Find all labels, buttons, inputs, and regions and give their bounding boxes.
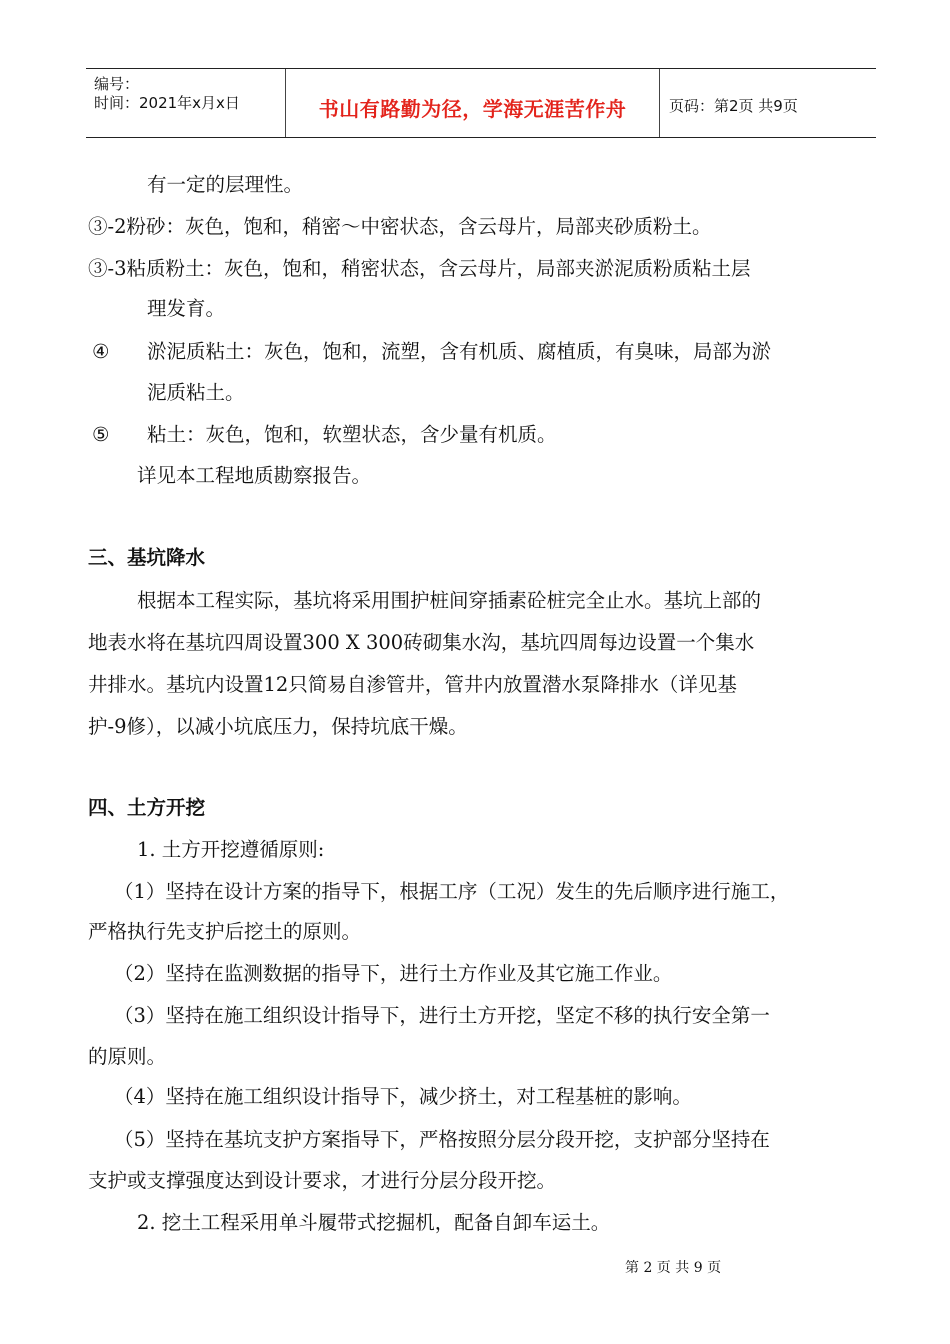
section-title-excavation: 四、土方开挖 — [88, 796, 206, 819]
excavation-item-3-line1: （3）坚持在施工组织设计指导下，进行土方开挖，坚定不移的执行安全第一 — [114, 1004, 770, 1027]
dewatering-paragraph-line4: 护-9修），以减小坑底压力，保持坑底干燥。 — [88, 715, 468, 738]
dewatering-paragraph-line3: 井排水。基坑内设置12只简易自渗管井，管井内放置潜水泵降排水（详见基 — [88, 673, 737, 696]
soil-layer-3-2: ③-2粉砂：灰色，饱和，稍密～中密状态，含云母片，局部夹砂质粉土。 — [88, 215, 712, 238]
soil-layer-4-line2: 泥质粘土。 — [147, 381, 245, 404]
page-header — [86, 68, 876, 138]
excavation-item-1-line2: 严格执行先支护后挖土的原则。 — [88, 920, 362, 943]
header-page-cell — [660, 69, 876, 137]
excavation-principles-heading: 1. 土方开挖遵循原则: — [137, 838, 325, 861]
excavation-equipment: 2. 挖土工程采用单斗履带式挖掘机，配备自卸车运土。 — [137, 1211, 611, 1234]
soil-layer-4-number: ④ — [92, 340, 110, 363]
excavation-item-2: （2）坚持在监测数据的指导下，进行土方作业及其它施工作业。 — [114, 962, 673, 985]
header-page-info: 页码：第2页 共9页 — [669, 97, 798, 115]
excavation-item-4: （4）坚持在施工组织设计指导下，减少挤土，对工程基桩的影响。 — [114, 1085, 692, 1108]
dewatering-paragraph-line2: 地表水将在基坑四周设置300 X 300砖砌集水沟，基坑四周每边设置一个集水 — [88, 631, 755, 654]
soil-layer-4-line1: 淤泥质粘土：灰色，饱和，流塑，含有机质、腐植质，有臭味，局部为淤 — [147, 340, 772, 363]
soil-layer-5-number: ⑤ — [92, 423, 110, 446]
soil-layer-3-3-line1: ③-3粘质粉土：灰色，饱和，稍密状态，含云母片，局部夹淤泥质粉质粘土层 — [88, 257, 751, 280]
excavation-item-5-line1: （5）坚持在基坑支护方案指导下，严格按照分层分段开挖，支护部分坚持在 — [114, 1128, 770, 1151]
header-motto-cell — [286, 69, 660, 137]
excavation-item-5-line2: 支护或支撑强度达到设计要求，才进行分层分段开挖。 — [88, 1169, 557, 1192]
soil-layer-3-3-line2: 理发育。 — [147, 297, 226, 320]
report-reference: 详见本工程地质勘察报告。 — [137, 464, 372, 487]
soil-layer-5: 粘土：灰色，饱和，软塑状态，含少量有机质。 — [147, 423, 557, 446]
section-title-dewatering: 三、基坑降水 — [88, 546, 206, 569]
dewatering-paragraph-line1: 根据本工程实际，基坑将采用围护桩间穿插素砼桩完全止水。基坑上部的 — [137, 589, 762, 612]
excavation-item-3-line2: 的原则。 — [88, 1045, 167, 1068]
soil-layer-continuation: 有一定的层理性。 — [147, 173, 304, 196]
header-meta — [86, 69, 286, 137]
excavation-item-1-line1: （1）坚持在设计方案的指导下，根据工序（工况）发生的先后顺序进行施工， — [114, 880, 790, 903]
document-number-label: 编号： — [94, 75, 140, 93]
page-footer: 第 2 页 共 9 页 — [625, 1260, 722, 1276]
header-motto: 书山有路勤为径，学海无涯苦作舟 — [318, 97, 627, 121]
document-time-label: 时间：2021年x月x日 — [94, 94, 240, 112]
